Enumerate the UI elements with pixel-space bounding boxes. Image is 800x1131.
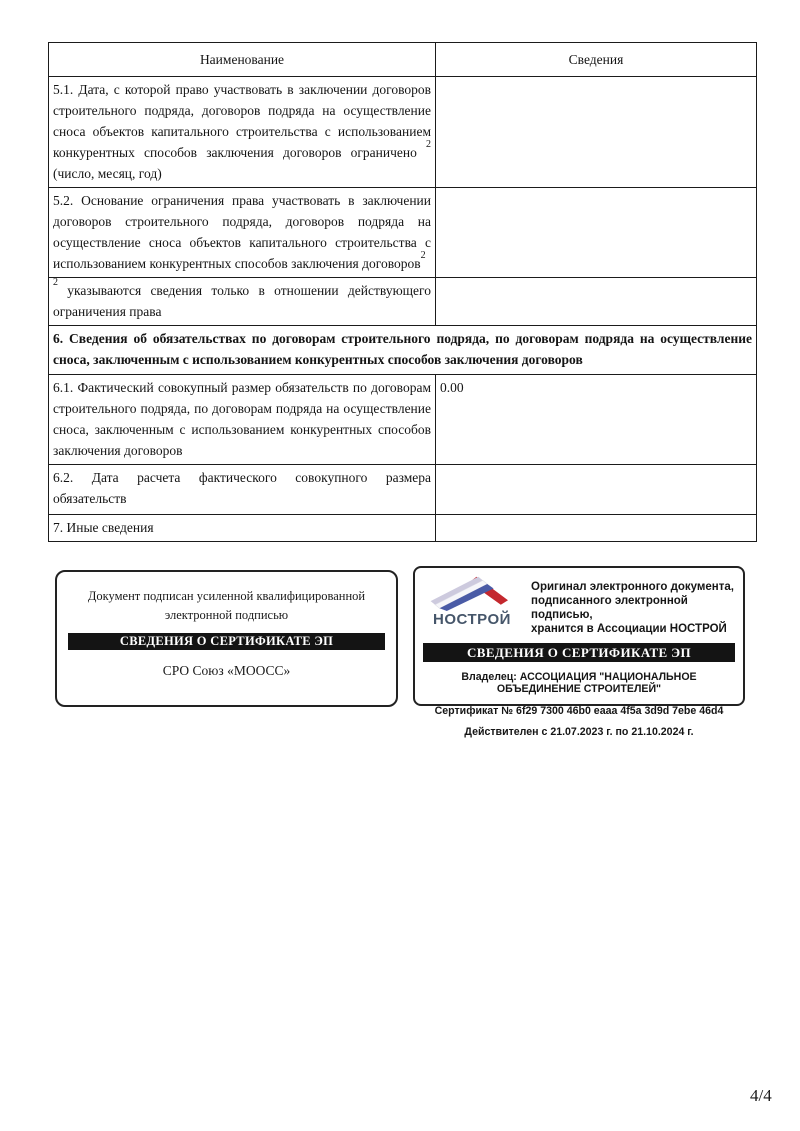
table-header-row bbox=[49, 43, 757, 77]
row-value-cell bbox=[436, 465, 757, 515]
table-row bbox=[49, 465, 757, 515]
table-section-row bbox=[49, 326, 757, 375]
original-document-statement bbox=[531, 575, 735, 636]
row-value-cell bbox=[436, 515, 757, 542]
column-header-name: Наименование bbox=[49, 43, 436, 77]
row-label-tail: (число, месяц, год) bbox=[53, 166, 162, 181]
row-label-cell: 6.1. Фактический совокупный размер обязательств по договорам строительного подряда, по договорам подряда на осуществление сноса, заключенным с использованием конкурентных способов заключения договоров bbox=[49, 375, 436, 465]
certificate-info-bar: СВЕДЕНИЯ О СЕРТИФИКАТЕ ЭП bbox=[423, 643, 735, 662]
footnote-marker: 2 bbox=[426, 138, 431, 150]
table-row bbox=[49, 515, 757, 542]
table-row bbox=[49, 375, 757, 465]
section-header: 6. Сведения об обязательствах по договорам строительного подряда, по договорам подряда на осуществление сноса, заключенным с использованием конкурентных способов заключения договоров bbox=[49, 326, 757, 375]
table-row bbox=[49, 188, 757, 278]
signature-stamp-left bbox=[55, 570, 398, 707]
footnote-marker: 2 bbox=[53, 276, 58, 288]
certificate-number: Сертификат № 6f29 7300 46b0 eaaa 4f5a 3d9d 7ebe 46d4 bbox=[434, 705, 724, 717]
signature-stamp-right bbox=[413, 566, 745, 738]
nostroy-logo bbox=[423, 575, 521, 627]
table-row bbox=[49, 278, 757, 326]
nostroy-roof-icon bbox=[424, 575, 520, 611]
statement-line: подписанного электронной подписью, bbox=[531, 595, 688, 621]
footnote-cell bbox=[49, 278, 436, 326]
certificate-owner: СРО Союз «МООСС» bbox=[162, 663, 291, 678]
statement-line: хранится в Ассоциации НОСТРОЙ bbox=[531, 623, 727, 635]
row-label-text: 5.1. Дата, с которой право участвовать в заключении договоров строительного подряда, договоров подряда на осуществление сноса объектов капитального строительства с использованием конкурентных способов заключения договоров ограничено bbox=[53, 82, 431, 160]
certificate-owner: Владелец: АССОЦИАЦИЯ "НАЦИОНАЛЬНОЕ ОБЪЕДИНЕНИЕ СТРОИТЕЛЕЙ" bbox=[461, 671, 697, 695]
signature-statement-line2: электронной подписью bbox=[164, 608, 289, 622]
nostroy-logo-text: НОСТРОЙ bbox=[433, 611, 511, 628]
page-number: 4/4 bbox=[750, 1086, 772, 1105]
row-label-cell bbox=[49, 188, 436, 278]
info-table bbox=[48, 42, 757, 542]
statement-line: Оригинал электронного документа, bbox=[531, 581, 734, 593]
row-label-text: 5.2. Основание ограничения права участвовать в заключении договоров строительного подряда, договоров подряда на осуществление сноса объектов капитального строительства с использованием конкурентных способов заключения договоров bbox=[53, 193, 431, 271]
signature-statement-line1: Документ подписан усиленной квалифицированной bbox=[87, 589, 366, 603]
row-value-cell bbox=[436, 188, 757, 278]
footnote-text: указываются сведения только в отношении действующего ограничения права bbox=[53, 283, 431, 319]
footnote-marker: 2 bbox=[420, 249, 426, 261]
row-label-cell: 7. Иные сведения bbox=[49, 515, 436, 542]
row-value-cell: 0.00 bbox=[436, 375, 757, 465]
row-label-cell: 6.2. Дата расчета фактического совокупного размера обязательств bbox=[49, 465, 436, 515]
table-row bbox=[49, 77, 757, 188]
row-value-cell bbox=[436, 77, 757, 188]
row-value-cell bbox=[436, 278, 757, 326]
row-label-cell bbox=[49, 77, 436, 188]
column-header-value: Сведения bbox=[436, 43, 757, 77]
certificate-info-bar: СВЕДЕНИЯ О СЕРТИФИКАТЕ ЭП bbox=[68, 633, 385, 650]
stamp-header-block bbox=[423, 575, 735, 636]
certificate-validity: Действителен с 21.07.2023 г. по 21.10.2024 г. bbox=[464, 726, 694, 738]
